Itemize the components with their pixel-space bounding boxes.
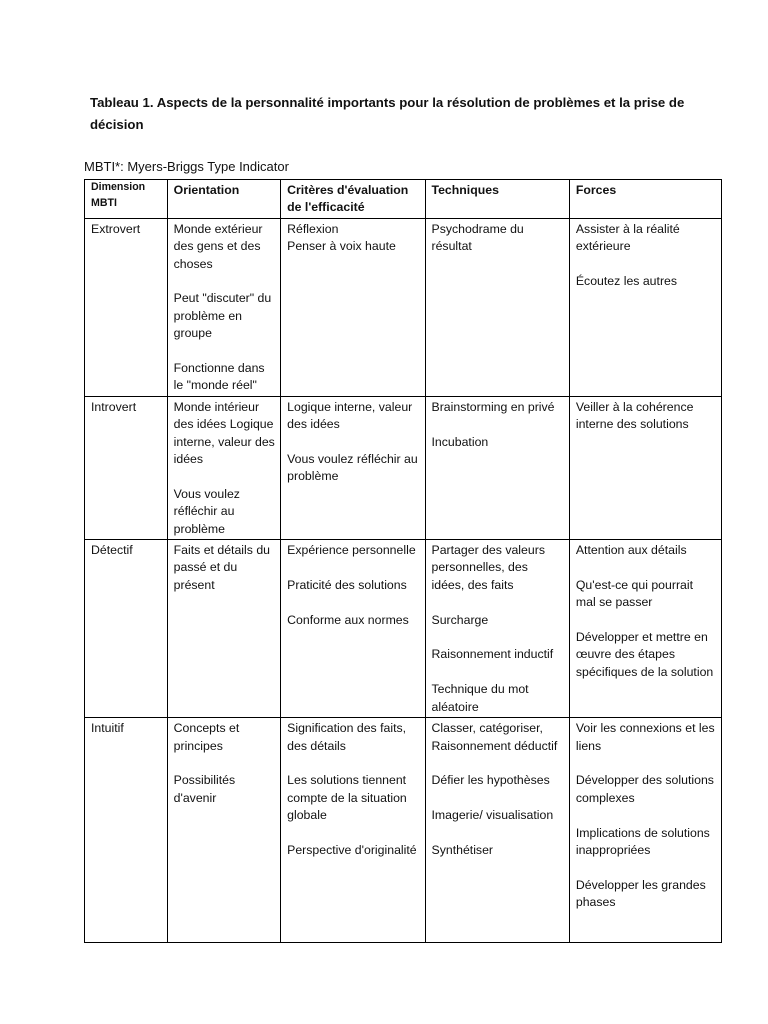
table-caption: MBTI*: Myers-Briggs Type Indicator <box>84 159 289 174</box>
cell-spacer <box>287 559 419 576</box>
cell-criteres <box>281 540 425 718</box>
cell-paragraph: Technique du mot aléatoire <box>431 682 529 714</box>
cell-paragraph: Perspective d'originalité <box>287 842 417 857</box>
cell-paragraph: Conforme aux normes <box>287 612 409 627</box>
cell-dimension: Intuitif <box>85 718 168 943</box>
cell-paragraph: Surcharge <box>431 612 489 627</box>
cell-paragraph: Faits et détails du passé et du présent <box>173 543 271 592</box>
cell-spacer <box>287 594 419 611</box>
cell-paragraph: Assister à la réalité extérieure <box>575 221 680 254</box>
cell-spacer <box>576 859 716 876</box>
header-forces: Forces <box>569 180 721 219</box>
table-body <box>85 218 722 942</box>
header-orientation: Orientation <box>167 180 281 219</box>
cell-spacer <box>576 807 716 824</box>
cell-paragraph: Qu'est-ce qui pourrait mal se passer <box>575 577 694 610</box>
cell-paragraph: Expérience personnelle <box>287 543 416 558</box>
cell-paragraph: Défier les hypothèses <box>431 773 550 788</box>
cell-paragraph: Brainstorming en privé <box>431 399 555 414</box>
table-row <box>85 718 722 943</box>
cell-paragraph: Penser à voix haute <box>287 239 396 254</box>
cell-forces <box>569 718 721 943</box>
cell-orientation <box>167 218 281 396</box>
cell-spacer <box>287 825 419 842</box>
header-criteres: Critères d'évaluation de l'efficacité <box>281 180 425 219</box>
cell-paragraph: Attention aux détails <box>575 543 687 558</box>
cell-spacer <box>432 629 564 646</box>
cell-paragraph: Développer et mettre en œuvre des étapes spécifiques de la solution <box>575 630 714 679</box>
cell-paragraph: Praticité des solutions <box>287 577 407 592</box>
cell-spacer <box>432 416 564 433</box>
cell-paragraph: Signification des faits, des détails <box>287 721 407 753</box>
cell-paragraph: Voir les connexions et les liens <box>575 721 715 753</box>
cell-orientation <box>167 396 281 539</box>
table-row <box>85 540 722 718</box>
cell-forces <box>569 218 721 396</box>
cell-paragraph: Imagerie/ visualisation <box>431 808 554 823</box>
cell-techniques <box>425 540 569 718</box>
cell-techniques <box>425 718 569 943</box>
cell-paragraph: Monde extérieur des gens et des choses <box>173 221 263 271</box>
cell-paragraph: Synthétiser <box>431 842 494 857</box>
table-header-row <box>85 180 722 219</box>
cell-criteres <box>281 396 425 539</box>
cell-paragraph: Réflexion <box>287 221 339 236</box>
cell-paragraph: Vous voulez réfléchir au problème <box>287 452 418 484</box>
cell-orientation <box>167 540 281 718</box>
cell-dimension: Extrovert <box>85 218 168 396</box>
cell-spacer <box>576 612 716 629</box>
header-dimension: Dimension MBTI <box>85 180 168 219</box>
cell-spacer <box>576 256 716 273</box>
cell-paragraph: Écoutez les autres <box>575 274 678 289</box>
cell-spacer <box>287 755 419 772</box>
cell-paragraph: Développer des solutions complexes <box>575 773 714 805</box>
cell-paragraph: Peut "discuter" du problème en groupe <box>173 291 272 341</box>
cell-techniques <box>425 396 569 539</box>
cell-spacer <box>432 790 564 807</box>
table-row <box>85 396 722 539</box>
cell-spacer <box>174 468 276 485</box>
cell-dimension: Détectif <box>85 540 168 718</box>
cell-spacer <box>174 273 276 290</box>
cell-paragraph: Implications de solutions inappropriées <box>575 825 710 857</box>
cell-spacer <box>432 664 564 681</box>
cell-spacer <box>287 434 419 451</box>
cell-spacer <box>432 755 564 772</box>
cell-paragraph: Logique interne, valeur des idées <box>287 399 413 432</box>
mbti-table <box>84 179 722 943</box>
cell-dimension: Introvert <box>85 396 168 539</box>
cell-paragraph: Raisonnement inductif <box>431 647 554 662</box>
cell-paragraph: Psychodrame du résultat <box>431 221 524 254</box>
cell-paragraph: Les solutions tiennent compte de la situation globale <box>287 773 407 823</box>
cell-paragraph: Monde intérieur des idées Logique interne, valeur des idées <box>173 399 275 467</box>
cell-techniques <box>425 218 569 396</box>
cell-paragraph: Fonctionne dans le "monde réel" <box>173 361 265 393</box>
cell-spacer <box>174 755 276 772</box>
cell-paragraph: Incubation <box>431 434 489 449</box>
cell-paragraph: Classer, catégoriser, Raisonnement déductif <box>431 721 558 753</box>
cell-paragraph: Veiller à la cohérence interne des solutions <box>575 399 694 432</box>
header-techniques: Techniques <box>425 180 569 219</box>
cell-spacer <box>432 594 564 611</box>
cell-paragraph: Vous voulez réfléchir au problème <box>173 486 240 536</box>
cell-spacer <box>576 559 716 576</box>
cell-forces <box>569 540 721 718</box>
table-row <box>85 218 722 396</box>
cell-paragraph: Possibilités d'avenir <box>173 773 236 805</box>
cell-spacer <box>432 825 564 842</box>
cell-spacer <box>576 755 716 772</box>
table-title: Tableau 1. Aspects de la personnalité importants pour la résolution de problèmes et la prise de décision <box>90 95 685 132</box>
cell-paragraph: Développer les grandes phases <box>575 877 706 910</box>
cell-forces <box>569 396 721 539</box>
cell-spacer <box>174 343 276 360</box>
cell-criteres <box>281 718 425 943</box>
cell-paragraph: Partager des valeurs personnelles, des idées, des faits <box>431 543 545 592</box>
cell-criteres <box>281 218 425 396</box>
cell-paragraph: Concepts et principes <box>173 721 240 753</box>
cell-orientation <box>167 718 281 943</box>
